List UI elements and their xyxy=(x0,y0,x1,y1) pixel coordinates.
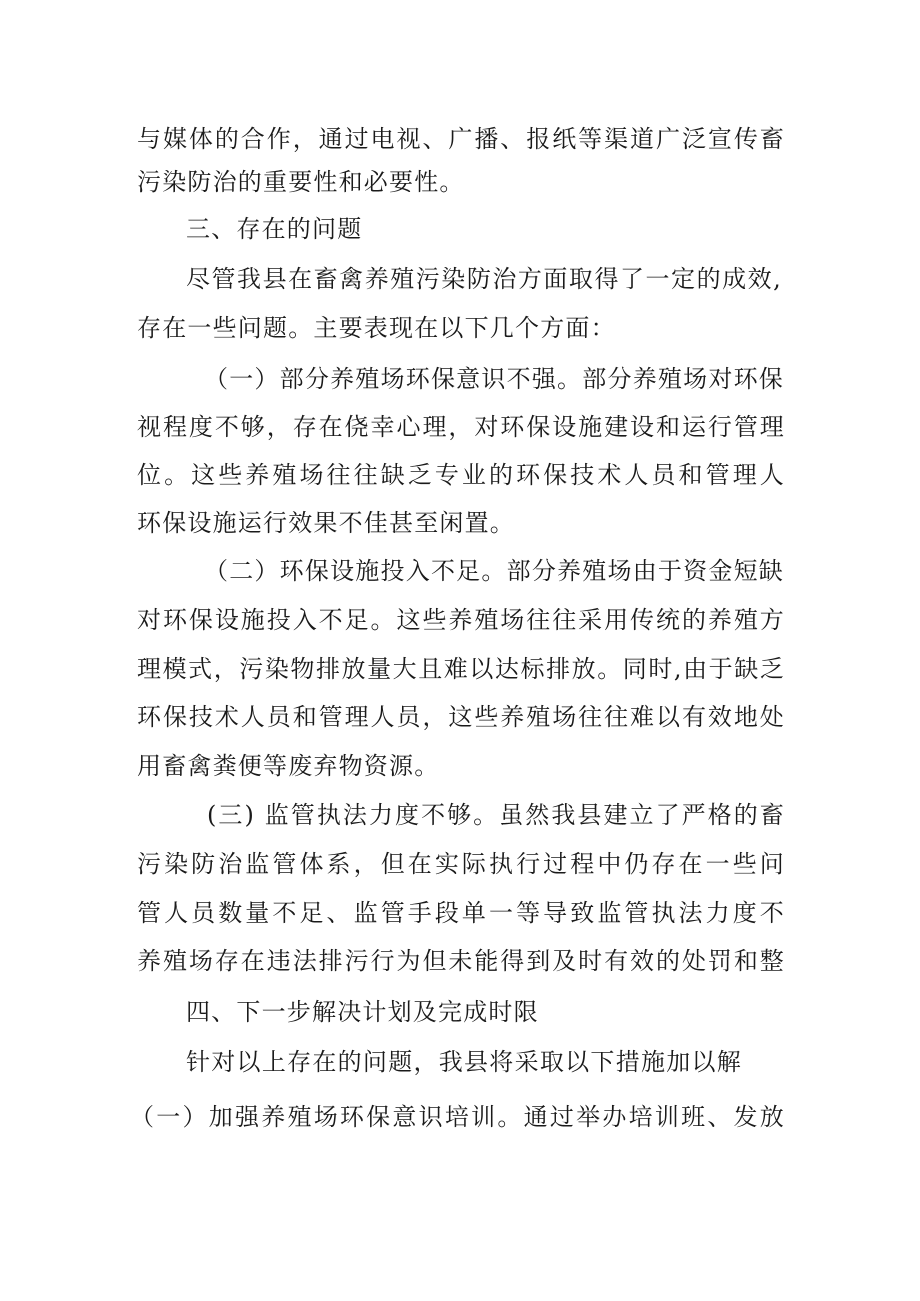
body-text-line: (三) 监管执法力度不够。虽然我县建立了严格的畜 xyxy=(207,801,785,829)
body-text-line: （二）环保设施投入不足。部分养殖场由于资金短缺 xyxy=(204,557,784,585)
body-text-line: 存在一些问题。主要表现在以下几个方面： xyxy=(137,314,616,342)
body-text-line: 污染防治监管体系，但在实际执行过程中仍存在一些问 xyxy=(137,850,785,878)
body-text-line: 养殖场存在违法排污行为但未能得到及时有效的处罚和整 xyxy=(137,947,785,975)
body-text-line: 针对以上存在的问题，我县将采取以下措施加以解 xyxy=(186,1048,742,1076)
body-text-line: 污染防治的重要性和必要性。 xyxy=(137,168,465,196)
body-text-line: 管人员数量不足、监管手段单一等导致监管执法力度不 xyxy=(137,899,785,927)
body-text-line: 环保技术人员和管理人员，这些养殖场往往难以有效地处 xyxy=(137,703,785,731)
body-text-line: 用畜禽粪便等废弃物资源。 xyxy=(137,752,440,780)
body-text-line: （一）加强养殖场环保意识培训。通过举办培训班、发放 xyxy=(130,1103,785,1131)
body-text-line: 理模式，污染物排放量大且难以达标排放。同时,由于缺乏 xyxy=(137,655,785,683)
body-text-line: （一）部分养殖场环保意识不强。部分养殖场对环保 xyxy=(204,365,784,393)
body-text-line: 位。这些养殖场往往缺乏专业的环保技术人员和管理人 xyxy=(137,461,785,489)
body-text-line: 尽管我县在畜禽养殖污染防治方面取得了一定的成效, xyxy=(186,265,782,293)
body-text-line: 对环保设施投入不足。这些养殖场往往采用传统的养殖方 xyxy=(137,606,785,634)
section-heading: 三、存在的问题 xyxy=(186,215,363,243)
body-text-line: 视程度不够，存在侥幸心理，对环保设施建设和运行管理 xyxy=(137,413,785,441)
body-text-line: 与媒体的合作，通过电视、广播、报纸等渠道广泛宣传畜 xyxy=(137,125,785,153)
body-text-line: 环保设施运行效果不佳甚至闲置。 xyxy=(137,509,515,537)
section-heading: 四、下一步解决计划及完成时限 xyxy=(186,998,539,1026)
